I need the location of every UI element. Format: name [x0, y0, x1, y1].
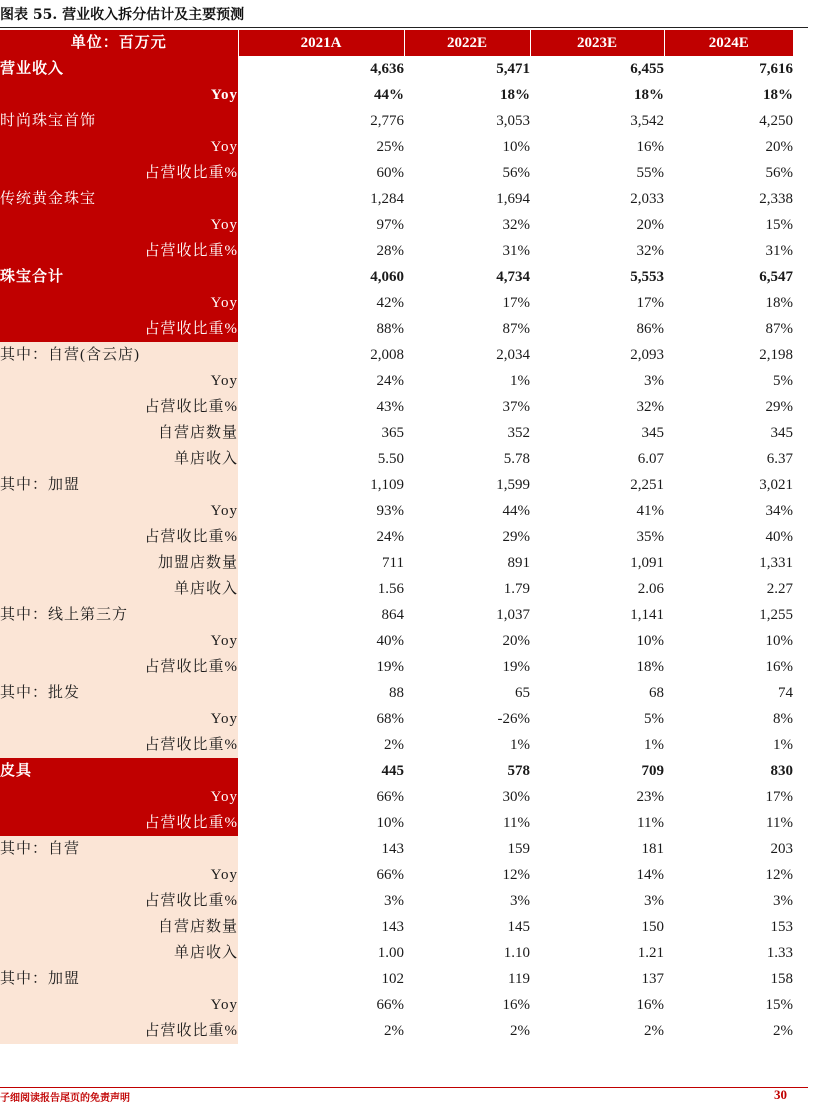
table-cell: 6.07: [637, 451, 664, 467]
table-cell: 19%: [502, 659, 530, 675]
row-label: 其中：自营: [0, 836, 238, 862]
table-cell: 11%: [503, 815, 530, 831]
table-cell: 20%: [502, 633, 530, 649]
table-row: [0, 56, 793, 82]
table-cell: 1%: [510, 373, 530, 389]
table-cell: 23%: [636, 789, 664, 805]
row-label: 其中：线上第三方: [0, 602, 238, 628]
table-row: [0, 82, 793, 108]
row-label: 占营收比重%: [0, 888, 238, 914]
table-cell: 709: [641, 763, 664, 779]
row-label: 占营收比重%: [0, 810, 238, 836]
row-label: Yoy: [0, 212, 238, 238]
row-label: 自营店数量: [0, 914, 238, 940]
table-row: [0, 108, 793, 134]
table-cell: 2%: [510, 1023, 530, 1039]
table-row: [0, 654, 793, 680]
table-cell: 4,636: [370, 61, 404, 77]
table-cell: 1.21: [637, 945, 664, 961]
table-cell: 44%: [374, 87, 404, 103]
table-cell: 29%: [502, 529, 530, 545]
table-cell: 17%: [502, 295, 530, 311]
table-cell: 28%: [376, 243, 404, 259]
table-cell: 5,553: [630, 269, 664, 285]
table-cell: 2%: [773, 1023, 793, 1039]
table-cell: 66%: [376, 789, 404, 805]
table-cell: 29%: [765, 399, 793, 415]
table-cell: 65: [515, 685, 530, 701]
table-row: [0, 836, 793, 862]
table-cell: 20%: [765, 139, 793, 155]
table-cell: 16%: [636, 139, 664, 155]
table-cell: 15%: [765, 997, 793, 1013]
table-cell: 5%: [644, 711, 664, 727]
row-label: Yoy: [0, 992, 238, 1018]
table-cell: 1.00: [377, 945, 404, 961]
table-cell: 1%: [510, 737, 530, 753]
row-label: 加盟店数量: [0, 550, 238, 576]
table-cell: 1,109: [370, 477, 404, 493]
table-cell: 1.10: [503, 945, 530, 961]
table-cell: 31%: [502, 243, 530, 259]
table-cell: 87%: [765, 321, 793, 337]
table-cell: 10%: [765, 633, 793, 649]
table-cell: 68: [649, 685, 664, 701]
table-cell: 119: [508, 971, 530, 987]
table-cell: 2,776: [370, 113, 404, 129]
table-cell: 345: [641, 425, 664, 441]
table-cell: 2,033: [630, 191, 664, 207]
table-cell: 2%: [384, 737, 404, 753]
table-row: [0, 472, 793, 498]
table-cell: 1.33: [766, 945, 793, 961]
table-cell: 3,053: [496, 113, 530, 129]
table-cell: 1,694: [496, 191, 530, 207]
table-cell: 352: [507, 425, 530, 441]
table-cell: 3%: [644, 373, 664, 389]
table-cell: 11%: [637, 815, 664, 831]
table-cell: 2.27: [766, 581, 793, 597]
row-label: 传统黄金珠宝: [0, 186, 238, 212]
row-label: Yoy: [0, 628, 238, 654]
table-cell: 40%: [376, 633, 404, 649]
table-cell: 6,455: [630, 61, 664, 77]
table-cell: 578: [507, 763, 530, 779]
table-cell: 14%: [636, 867, 664, 883]
table-cell: 32%: [502, 217, 530, 233]
unit-header: 单位：百万元: [0, 30, 238, 56]
row-label: 占营收比重%: [0, 238, 238, 264]
table-row: [0, 992, 793, 1018]
table-cell: 1,331: [759, 555, 793, 571]
table-cell: 5.50: [377, 451, 404, 467]
table-cell: 4,734: [496, 269, 530, 285]
row-label: 皮具: [0, 758, 238, 784]
table-cell: 18%: [634, 87, 664, 103]
table-row: [0, 420, 793, 446]
table-cell: 345: [770, 425, 793, 441]
table-row: [0, 914, 793, 940]
row-label: Yoy: [0, 706, 238, 732]
table-cell: 32%: [636, 399, 664, 415]
table-cell: 19%: [376, 659, 404, 675]
table-cell: 143: [381, 841, 404, 857]
table-cell: 3%: [773, 893, 793, 909]
revenue-forecast-table: [0, 30, 793, 1044]
table-cell: 74: [778, 685, 793, 701]
row-label: 其中：加盟: [0, 966, 238, 992]
table-cell: 6,547: [759, 269, 793, 285]
table-cell: 87%: [502, 321, 530, 337]
table-cell: 11%: [766, 815, 793, 831]
table-cell: 16%: [765, 659, 793, 675]
table-cell: 1,037: [496, 607, 530, 623]
table-cell: 3%: [510, 893, 530, 909]
table-cell: 2,251: [630, 477, 664, 493]
row-label: 占营收比重%: [0, 1018, 238, 1044]
table-cell: 2,093: [630, 347, 664, 363]
table-cell: 43%: [376, 399, 404, 415]
table-cell: 86%: [636, 321, 664, 337]
table-cell: 4,060: [370, 269, 404, 285]
table-cell: 18%: [765, 295, 793, 311]
table-cell: 16%: [636, 997, 664, 1013]
table-row: [0, 394, 793, 420]
table-cell: 18%: [636, 659, 664, 675]
table-cell: 88: [389, 685, 404, 701]
row-label: 其中：自营(含云店): [0, 342, 238, 368]
row-label: Yoy: [0, 82, 238, 108]
table-cell: 5%: [773, 373, 793, 389]
table-cell: 2%: [384, 1023, 404, 1039]
table-cell: 203: [770, 841, 793, 857]
row-label: Yoy: [0, 368, 238, 394]
table-cell: 1%: [644, 737, 664, 753]
table-row: [0, 342, 793, 368]
table-row: [0, 706, 793, 732]
table-cell: 5.78: [503, 451, 530, 467]
table-cell: 37%: [502, 399, 530, 415]
table-cell: 44%: [502, 503, 530, 519]
table-cell: 10%: [636, 633, 664, 649]
table-cell: 34%: [765, 503, 793, 519]
year-header: 2022E: [404, 30, 530, 56]
table-cell: 3,021: [759, 477, 793, 493]
year-header: 2021A: [238, 30, 404, 56]
table-cell: 830: [770, 763, 793, 779]
table-header-row: [0, 30, 793, 56]
table-cell: 55%: [636, 165, 664, 181]
table-row: [0, 628, 793, 654]
table-cell: 30%: [502, 789, 530, 805]
table-row: [0, 316, 793, 342]
row-label: 占营收比重%: [0, 160, 238, 186]
row-label: 自营店数量: [0, 420, 238, 446]
table-row: [0, 576, 793, 602]
table-row: [0, 940, 793, 966]
table-row: [0, 966, 793, 992]
year-header: 2023E: [530, 30, 664, 56]
table-cell: 445: [381, 763, 404, 779]
table-cell: 891: [507, 555, 530, 571]
table-row: [0, 368, 793, 394]
table-cell: 1,599: [496, 477, 530, 493]
row-label: Yoy: [0, 134, 238, 160]
table-cell: 143: [381, 919, 404, 935]
table-row: [0, 290, 793, 316]
row-label: 珠宝合计: [0, 264, 238, 290]
row-label: Yoy: [0, 498, 238, 524]
table-cell: 32%: [636, 243, 664, 259]
figure-title: 图表 55. 营业收入拆分估计及主要预测: [0, 7, 245, 23]
page-number: 30: [774, 1087, 787, 1102]
table-cell: 18%: [763, 87, 793, 103]
table-cell: 3%: [384, 893, 404, 909]
table-cell: 864: [381, 607, 404, 623]
footer-divider: [0, 1087, 808, 1088]
table-cell: 12%: [765, 867, 793, 883]
table-cell: 66%: [376, 997, 404, 1013]
table-row: [0, 602, 793, 628]
table-cell: 1,255: [759, 607, 793, 623]
table-cell: 159: [507, 841, 530, 857]
table-row: [0, 810, 793, 836]
table-cell: 2,034: [496, 347, 530, 363]
table-cell: 12%: [502, 867, 530, 883]
table-cell: 35%: [636, 529, 664, 545]
table-cell: 6.37: [766, 451, 793, 467]
table-cell: 17%: [636, 295, 664, 311]
table-cell: 56%: [765, 165, 793, 181]
table-cell: 56%: [502, 165, 530, 181]
table-cell: 158: [770, 971, 793, 987]
row-label: 其中：加盟: [0, 472, 238, 498]
table-cell: 3,542: [630, 113, 664, 129]
year-header: 2024E: [664, 30, 793, 56]
table-cell: 150: [641, 919, 664, 935]
table-cell: -26%: [497, 711, 530, 727]
table-row: [0, 498, 793, 524]
row-label: Yoy: [0, 784, 238, 810]
table-cell: 8%: [773, 711, 793, 727]
table-cell: 2.06: [637, 581, 664, 597]
row-label: 营业收入: [0, 56, 238, 82]
row-label: 占营收比重%: [0, 654, 238, 680]
table-row: [0, 1018, 793, 1044]
row-label: 单店收入: [0, 576, 238, 602]
row-label: Yoy: [0, 290, 238, 316]
table-cell: 711: [382, 555, 404, 571]
table-cell: 102: [381, 971, 404, 987]
table-cell: 137: [641, 971, 664, 987]
row-label: 单店收入: [0, 940, 238, 966]
table-cell: 15%: [765, 217, 793, 233]
table-cell: 1,091: [630, 555, 664, 571]
title-divider: [0, 27, 808, 28]
table-cell: 68%: [376, 711, 404, 727]
table-cell: 2,198: [759, 347, 793, 363]
table-cell: 2,338: [759, 191, 793, 207]
table-cell: 41%: [636, 503, 664, 519]
table-cell: 1,141: [630, 607, 664, 623]
table-cell: 3%: [644, 893, 664, 909]
table-row: [0, 524, 793, 550]
table-cell: 5,471: [496, 61, 530, 77]
row-label: 单店收入: [0, 446, 238, 472]
table-cell: 66%: [376, 867, 404, 883]
table-cell: 10%: [502, 139, 530, 155]
row-label: 占营收比重%: [0, 394, 238, 420]
table-cell: 20%: [636, 217, 664, 233]
table-cell: 40%: [765, 529, 793, 545]
table-row: [0, 862, 793, 888]
row-label: 占营收比重%: [0, 524, 238, 550]
row-label: Yoy: [0, 862, 238, 888]
row-label: 其中：批发: [0, 680, 238, 706]
table-row: [0, 888, 793, 914]
table-row: [0, 784, 793, 810]
table-cell: 4,250: [759, 113, 793, 129]
table-row: [0, 186, 793, 212]
table-cell: 1,284: [370, 191, 404, 207]
table-cell: 181: [641, 841, 664, 857]
table-cell: 2%: [644, 1023, 664, 1039]
table-cell: 25%: [376, 139, 404, 155]
table-row: [0, 264, 793, 290]
table-cell: 153: [770, 919, 793, 935]
table-cell: 10%: [376, 815, 404, 831]
table-cell: 7,616: [759, 61, 793, 77]
table-row: [0, 446, 793, 472]
table-row: [0, 758, 793, 784]
table-cell: 24%: [376, 373, 404, 389]
table-cell: 145: [507, 919, 530, 935]
table-cell: 97%: [376, 217, 404, 233]
table-row: [0, 732, 793, 758]
table-cell: 42%: [376, 295, 404, 311]
table-row: [0, 160, 793, 186]
table-cell: 1.56: [377, 581, 404, 597]
table-cell: 365: [381, 425, 404, 441]
table-cell: 2,008: [370, 347, 404, 363]
table-cell: 60%: [376, 165, 404, 181]
table-cell: 88%: [376, 321, 404, 337]
disclaimer-note: 子细阅读报告尾页的免责声明: [0, 1093, 130, 1104]
table-body: [0, 56, 793, 1044]
table-cell: 16%: [502, 997, 530, 1013]
table-cell: 93%: [376, 503, 404, 519]
table-cell: 17%: [765, 789, 793, 805]
table-row: [0, 134, 793, 160]
table-row: [0, 238, 793, 264]
table-row: [0, 550, 793, 576]
table-cell: 24%: [376, 529, 404, 545]
table-cell: 18%: [500, 87, 530, 103]
table-row: [0, 212, 793, 238]
row-label: 时尚珠宝首饰: [0, 108, 238, 134]
row-label: 占营收比重%: [0, 732, 238, 758]
table-cell: 31%: [765, 243, 793, 259]
table-cell: 1%: [773, 737, 793, 753]
row-label: 占营收比重%: [0, 316, 238, 342]
table-row: [0, 680, 793, 706]
table-cell: 1.79: [503, 581, 530, 597]
